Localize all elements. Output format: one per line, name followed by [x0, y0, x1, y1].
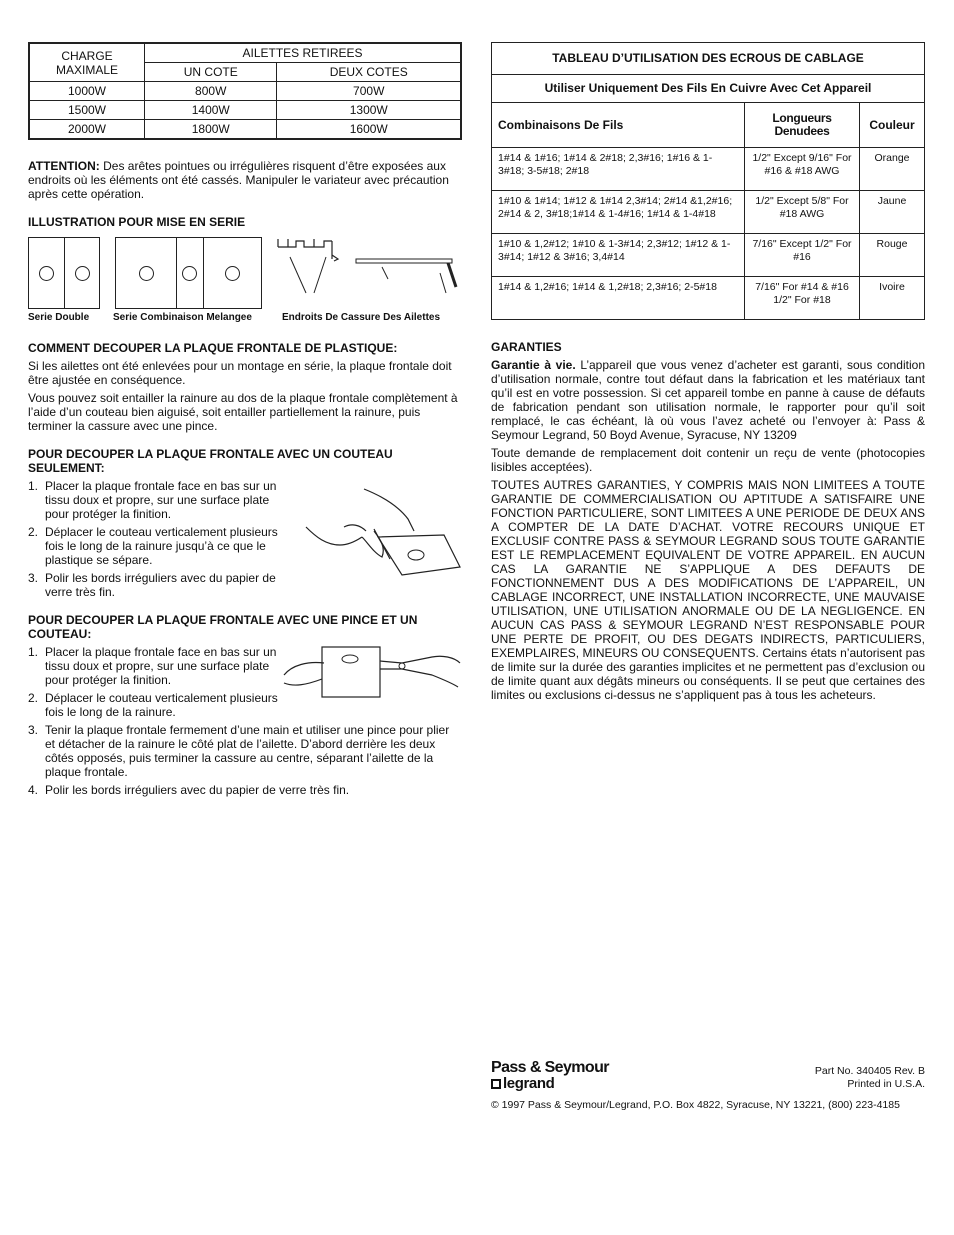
wire-nut-table	[491, 42, 925, 320]
printed-in: Printed in U.S.A.	[847, 1078, 925, 1090]
table-cell: 1#14 & 1,2#16; 1#14 & 1,2#18; 2,3#16; 2-5#18	[492, 277, 745, 320]
table-cell: 1#10 & 1#14; 1#12 & 1#14 2,3#14; 2#14 &1,2#16; 2#14 & 2, 3#18;1#14 & 1-4#16; 1#14 & 1-4#18	[492, 191, 745, 234]
toggle-hole-icon	[39, 266, 54, 281]
toggle-hole-icon	[139, 266, 154, 281]
fin-break-points-icon	[276, 237, 462, 309]
wire-header-strip: Longueurs Denudees	[745, 103, 860, 148]
pliers-steps-b	[28, 723, 462, 797]
table-cell: 1600W	[277, 120, 461, 140]
plate-gang	[65, 238, 99, 308]
list-item	[28, 479, 288, 521]
caption-cassure: Endroits De Cassure Des Ailettes	[282, 312, 441, 323]
step-number: 2.	[28, 525, 39, 539]
table-cell: 800W	[145, 82, 277, 101]
plate-gang	[29, 238, 65, 308]
table-cell: 7/16" Except 1/2" For #16	[745, 234, 860, 277]
right-column	[491, 42, 925, 706]
plate-gang	[116, 238, 177, 308]
table-cell: 1800W	[145, 120, 277, 140]
table-cell: 1#14 & 1#16; 1#14 & 2#18; 2,3#16; 1#16 & 1-3#18; 3-5#18; 2#18	[492, 148, 745, 191]
load-header-deux: DEUX COTES	[277, 63, 461, 82]
table-cell: Jaune	[860, 191, 925, 234]
attention-paragraph	[28, 159, 462, 201]
table-row	[492, 277, 925, 320]
table-row	[492, 191, 925, 234]
list-item	[28, 691, 278, 719]
warranty-paragraph-2: Toute demande de remplacement doit contenir un reçu de vente (photocopies lisibles acceptées).	[491, 446, 925, 474]
wire-header-combo: Combinaisons De Fils	[492, 103, 745, 148]
step-number: 2.	[28, 691, 39, 705]
step-number: 4.	[28, 783, 39, 797]
knife-heading: POUR DECOUPER LA PLAQUE FRONTALE AVEC UN COUTEAU SEULEMENT:	[28, 447, 393, 475]
cut-paragraph-1: Si les ailettes ont été enlevées pour un montage en série, la plaque frontale doit être ajustée en conséquence.	[28, 359, 452, 387]
table-cell: 1#10 & 1,2#12; 1#10 & 1-3#14; 2,3#12; 1#12 & 1-3#14; 1#12 & 3#16; 3,4#14	[492, 234, 745, 277]
table-cell: 1000W	[29, 82, 145, 101]
table-cell: 700W	[277, 82, 461, 101]
list-item	[28, 571, 288, 599]
table-cell: 1500W	[29, 101, 145, 120]
load-header-ailettes: AILETTES RETIREES	[145, 43, 462, 63]
pliers-steps-a	[28, 645, 278, 719]
plate-gang	[204, 238, 261, 308]
table-row	[492, 148, 925, 191]
legrand-mark-icon	[491, 1079, 501, 1089]
table-cell: Ivoire	[860, 277, 925, 320]
table-row	[29, 101, 461, 120]
step-text: Tenir la plaque frontale fermement d’une main et utiliser une pince pour plier et détacher de la rainure le côté plat de l’ailette. D’abord derrière les deux côtés opposés, puis terminer la cassure au centre, séparant l’ailette de la plaque frontale.	[45, 723, 450, 779]
logo-legrand: legrand	[503, 1075, 555, 1092]
step-text: Placer la plaque frontale face en bas sur un tissu doux et propre, sur une surface plate pour protéger la finition.	[45, 645, 277, 687]
table-cell: Rouge	[860, 234, 925, 277]
cut-paragraph-2: Vous pouvez soit entailler la rainure au dos de la plaque frontale complètement à l’aide d’un couteau bien aiguisé, soit entailler partiellement la rainure, puis terminer la cassure avec une pince.	[28, 391, 458, 433]
table-cell: 1300W	[277, 101, 461, 120]
list-item	[28, 645, 278, 687]
logo-pass-seymour: Pass & Seymour	[491, 1059, 609, 1076]
step-text: Placer la plaque frontale face en bas sur un tissu doux et propre, sur une surface plate pour protéger la finition.	[45, 479, 277, 521]
footer	[491, 1059, 925, 1111]
attention-label: ATTENTION:	[28, 159, 100, 173]
table-cell: 2000W	[29, 120, 145, 140]
load-header-charge: CHARGE MAXIMALE	[29, 43, 145, 82]
pliers-section	[28, 645, 462, 797]
warranty-lead: Garantie à vie.	[491, 358, 576, 372]
step-text: Déplacer le couteau verticalement plusieurs fois le long de la rainure jusqu’à ce que le plastique se sépare.	[45, 525, 278, 567]
list-item	[28, 783, 462, 797]
pliers-heading: POUR DECOUPER LA PLAQUE FRONTALE AVEC UNE PINCE ET UN COUTEAU:	[28, 613, 418, 641]
wire-header-color: Couleur	[860, 103, 925, 148]
attention-text: Des arêtes pointues ou irrégulières risquent d’être exposées aux endroits où les éléments ont été cassés. Manipuler le variateur avec précaution après cette opération.	[28, 159, 449, 201]
toggle-hole-icon	[225, 266, 240, 281]
copyright: © 1997 Pass & Seymour/Legrand, P.O. Box 4822, Syracuse, NY 13221, (800) 223-4185	[491, 1099, 900, 1111]
series-illustration	[28, 237, 462, 309]
list-item	[28, 723, 462, 779]
step-text: Déplacer le couteau verticalement plusieurs fois le long de la rainure.	[45, 691, 278, 719]
caption-serie-double: Serie Double	[28, 312, 90, 323]
table-cell: 1/2" Except 5/8" For #18 AWG	[745, 191, 860, 234]
cut-heading: COMMENT DECOUPER LA PLAQUE FRONTALE DE PLASTIQUE:	[28, 341, 398, 355]
series-captions	[28, 312, 462, 323]
wire-table-title: TABLEAU D’UTILISATION DES ECROUS DE CABLAGE	[492, 43, 925, 75]
toggle-hole-icon	[75, 266, 90, 281]
knife-section	[28, 479, 462, 599]
step-text: Polir les bords irréguliers avec du papier de verre très fin.	[45, 571, 276, 599]
table-cell: 7/16" For #14 & #16 1/2" For #18	[745, 277, 860, 320]
knife-cutting-illustration	[304, 487, 464, 577]
knife-steps	[28, 479, 288, 599]
load-header-un: UN COTE	[145, 63, 277, 82]
toggle-hole-icon	[182, 266, 197, 281]
warranty-heading: GARANTIES	[491, 340, 562, 354]
pliers-illustration	[282, 639, 462, 703]
table-cell: 1/2" Except 9/16" For #16 & #18 AWG	[745, 148, 860, 191]
table-row	[29, 120, 461, 140]
double-plate-figure	[28, 237, 100, 309]
plate-gang	[177, 238, 204, 308]
table-row	[492, 234, 925, 277]
warranty-paragraph-3: TOUTES AUTRES GARANTIES, Y COMPRIS MAIS NON LIMITEES A TOUTE GARANTIE DE COMMERCIALISATION OU APTITUDE A SATISFAIRE UNE FONCTION PARTICULIERE, SONT LIMITEES A UNE PERIODE DE DEUX ANS A COMPTER DE LA DATE D’ACHAT. VOTRE RECOURS UNIQUE ET EXCLUSIF CONTRE PASS & SEYMOUR LEGRAND SOUS TOUTE GARANTIE EST LE REMPLACEMENT EQUIVALENT DE VOTRE APPAREIL. EN AUCUN CAS LA GARANTIE NE S’APPLIQUE A DES DEFAUTS DE FONCTIONNEMENT DUS A DES MODIFICATIONS DE L’APPAREIL, UN CABLAGE INCORRECT, UNE INSTALLATION INCORRECTE, UNE MAUVAISE UTILISATION, UNE UTILISATION ANORMALE OU DE LA NEGLIGENCE. EN AUCUN CAS PASS & SEYMOUR LEGRAND N’EST RESPONSABLE POUR UNE PERTE DE PROFIT, OU DES DEGATS INDIRECTS, PARTICULIERS, EXEMPLAIRES, MINEURS OU CONSEQUENTS. Certains états n’autorisent pas de limite sur la durée des garanties implicites et ne permettent pas d’exclusion ou de limite quant aux dégâts mineurs ou conséquents. Il se peut que certaines des limites ou exclusions ci-dessus ne s’appliquent pas à tous les acheteurs.	[491, 478, 925, 702]
table-cell: 1400W	[145, 101, 277, 120]
table-cell: Orange	[860, 148, 925, 191]
step-number: 3.	[28, 571, 39, 585]
part-number: Part No. 340405 Rev. B	[814, 1065, 925, 1077]
caption-serie-combinaison: Serie Combinaison Melangee	[113, 312, 252, 323]
warranty-paragraph-1	[491, 358, 925, 442]
list-item	[28, 525, 288, 567]
load-table	[28, 42, 462, 140]
wire-table-subtitle: Utiliser Uniquement Des Fils En Cuivre Avec Cet Appareil	[492, 75, 925, 103]
warranty-text: L’appareil que vous venez d’acheter est garanti, sous condition d’utilisation normale, contre tout défaut dans la fabrication et les matériaux tant qu’il est en votre possession. Si cet appareil tombe en panne à cause de défauts de fabrication pendant son utilisation normale, le rapporter pour qu’il soit remplacé, le cas échéant, là où vous l’avez acheté ou l’envoyer à: Pass & Seymour Legrand, 50 Boyd Avenue, Syracuse, NY 13209	[491, 358, 925, 442]
combo-plate-figure	[115, 237, 262, 309]
step-text: Polir les bords irréguliers avec du papier de verre très fin.	[45, 783, 350, 797]
table-row	[29, 82, 461, 101]
series-heading: ILLUSTRATION POUR MISE EN SERIE	[28, 215, 246, 229]
step-number: 1.	[28, 645, 39, 659]
left-column	[28, 42, 462, 801]
step-number: 1.	[28, 479, 39, 493]
step-number: 3.	[28, 723, 39, 737]
